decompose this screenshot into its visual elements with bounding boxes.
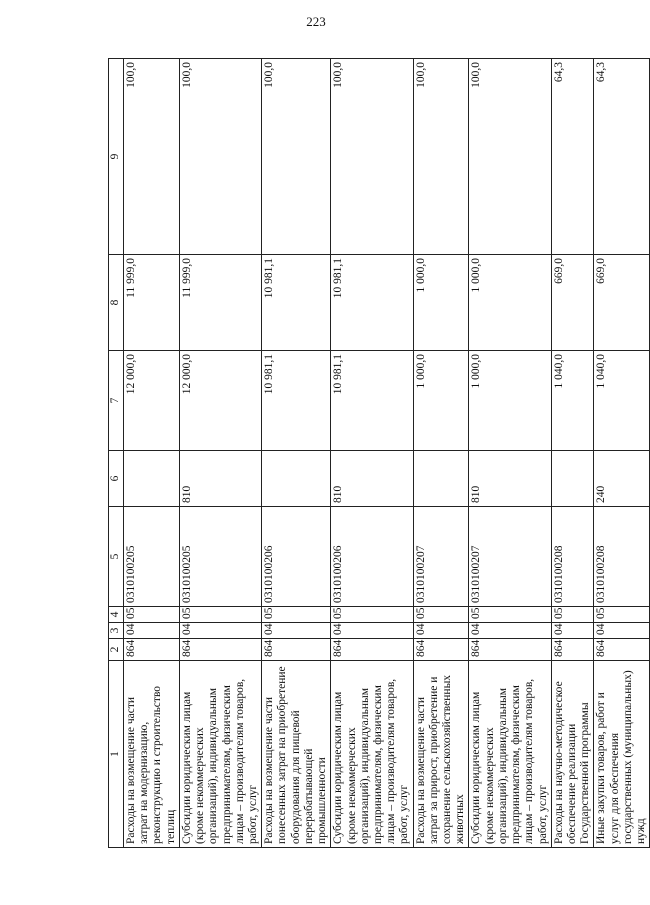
rz-cell: 04	[124, 623, 180, 639]
budget-table	[108, 58, 650, 848]
row-name-cell: Расходы на научно-методическое обеспечение реализации Государственной программы	[551, 661, 594, 848]
csr-cell: 0310100208	[594, 507, 650, 607]
percent-cell: 100,0	[469, 59, 551, 255]
pr-cell: 05	[594, 607, 650, 623]
grbs-cell: 864	[469, 639, 551, 661]
header-cell: 8	[109, 255, 124, 351]
table-row	[179, 59, 261, 848]
rz-cell: 04	[331, 623, 413, 639]
fact-cell: 10 981,1	[331, 255, 413, 351]
fact-cell: 669,0	[594, 255, 650, 351]
rz-cell: 04	[179, 623, 261, 639]
header-cell: 6	[109, 451, 124, 507]
fact-cell: 10 981,1	[262, 255, 331, 351]
table-row	[413, 59, 469, 848]
header-row	[109, 59, 124, 848]
percent-cell: 64,3	[594, 59, 650, 255]
grbs-cell: 864	[262, 639, 331, 661]
table-body	[124, 59, 650, 848]
csr-cell: 0310100208	[551, 507, 594, 607]
vr-cell	[124, 451, 180, 507]
vr-cell	[262, 451, 331, 507]
grbs-cell: 864	[331, 639, 413, 661]
grbs-cell: 864	[179, 639, 261, 661]
header-cell: 2	[109, 639, 124, 661]
csr-cell: 0310100205	[179, 507, 261, 607]
fact-cell: 11 999,0	[179, 255, 261, 351]
pr-cell: 05	[262, 607, 331, 623]
rz-cell: 04	[413, 623, 469, 639]
header-cell: 3	[109, 623, 124, 639]
pr-cell: 05	[179, 607, 261, 623]
grbs-cell: 864	[594, 639, 650, 661]
plan-cell: 10 981,1	[262, 351, 331, 451]
row-name-cell: Расходы на возмещение части понесенных затрат на приобретение оборудования для пищевой перерабатывающей промышленности	[262, 661, 331, 848]
table-row	[331, 59, 413, 848]
header-cell: 5	[109, 507, 124, 607]
table-row	[551, 59, 594, 848]
percent-cell: 100,0	[413, 59, 469, 255]
grbs-cell: 864	[124, 639, 180, 661]
table-row	[124, 59, 180, 848]
percent-cell: 100,0	[179, 59, 261, 255]
header-cell: 1	[109, 661, 124, 848]
plan-cell: 1 000,0	[413, 351, 469, 451]
vr-cell: 240	[594, 451, 650, 507]
header-cell: 9	[109, 59, 124, 255]
rz-cell: 04	[594, 623, 650, 639]
pr-cell: 05	[331, 607, 413, 623]
plan-cell: 10 981,1	[331, 351, 413, 451]
table-row	[262, 59, 331, 848]
percent-cell: 100,0	[331, 59, 413, 255]
vr-cell	[413, 451, 469, 507]
rotated-table-wrapper	[108, 58, 648, 848]
rz-cell: 04	[551, 623, 594, 639]
fact-cell: 1 000,0	[469, 255, 551, 351]
pr-cell: 05	[469, 607, 551, 623]
fact-cell: 669,0	[551, 255, 594, 351]
row-name-cell: Субсидии юридическим лицам (кроме некоммерческих организаций), индивидуальным предпринимателям, физическим лицам – производителям товаров, работ, услуг	[469, 661, 551, 848]
pr-cell: 05	[551, 607, 594, 623]
percent-cell: 100,0	[262, 59, 331, 255]
table-row	[594, 59, 650, 848]
plan-cell: 1 040,0	[594, 351, 650, 451]
row-name-cell: Расходы на возмещение части затрат за прирост, приобретение и сохранение сельскохозяйственных животных	[413, 661, 469, 848]
vr-cell: 810	[179, 451, 261, 507]
csr-cell: 0310100207	[413, 507, 469, 607]
vr-cell: 810	[469, 451, 551, 507]
pr-cell: 05	[124, 607, 180, 623]
rotated-table-inner	[108, 58, 648, 848]
rz-cell: 04	[469, 623, 551, 639]
table-row	[469, 59, 551, 848]
grbs-cell: 864	[551, 639, 594, 661]
header-cell: 7	[109, 351, 124, 451]
csr-cell: 0310100207	[469, 507, 551, 607]
row-name-cell: Субсидии юридическим лицам (кроме некоммерческих организаций), индивидуальным предпринимателям, физическим лицам – производителям товаров, работ, услуг	[331, 661, 413, 848]
vr-cell	[551, 451, 594, 507]
row-name-cell: Субсидии юридическим лицам (кроме некоммерческих организаций), индивидуальным предпринимателям, физическим лицам – производителям товаров, работ, услуг	[179, 661, 261, 848]
page-number: 223	[306, 14, 326, 29]
percent-cell: 100,0	[124, 59, 180, 255]
plan-cell: 1 000,0	[469, 351, 551, 451]
percent-cell: 64,3	[551, 59, 594, 255]
row-name-cell: Расходы на возмещение части затрат на модернизацию, реконструкцию и строительство теплиц	[124, 661, 180, 848]
rz-cell: 04	[262, 623, 331, 639]
plan-cell: 12 000,0	[179, 351, 261, 451]
row-name-cell: Иные закупки товаров, работ и услуг для обеспечения государственных (муниципальных) нужд	[594, 661, 650, 848]
plan-cell: 1 040,0	[551, 351, 594, 451]
grbs-cell: 864	[413, 639, 469, 661]
csr-cell: 0310100206	[262, 507, 331, 607]
csr-cell: 0310100205	[124, 507, 180, 607]
pr-cell: 05	[413, 607, 469, 623]
plan-cell: 12 000,0	[124, 351, 180, 451]
fact-cell: 1 000,0	[413, 255, 469, 351]
csr-cell: 0310100206	[331, 507, 413, 607]
vr-cell: 810	[331, 451, 413, 507]
header-cell: 4	[109, 607, 124, 623]
fact-cell: 11 999,0	[124, 255, 180, 351]
